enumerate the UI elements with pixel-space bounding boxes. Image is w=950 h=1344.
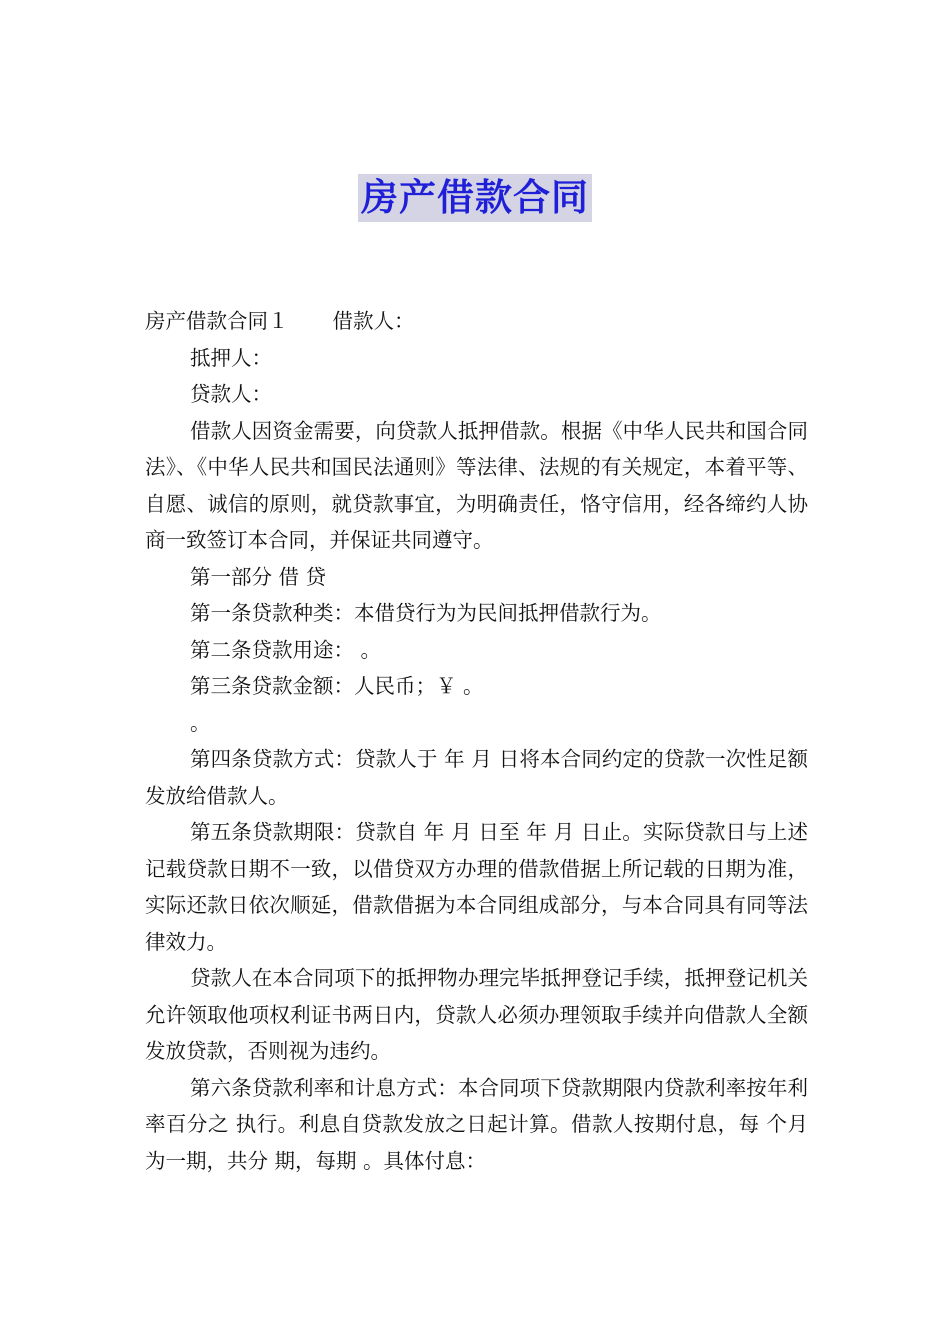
article-2-loan-purpose: 第二条贷款用途： 。: [190, 637, 382, 662]
article-4-loan-method: 第四条贷款方式：贷款人于 年 月 日将本合同约定的贷款一次性足额发放给借款人。: [145, 747, 808, 808]
preamble-paragraph: 借款人因资金需要，向贷款人抵押借款。根据《中华人民共和国合同法》、《中华人民共和国民法通则》等法律、法规的有关规定，本着平等、自愿、诚信的原则，就贷款事宜，为明确责任，恪守信用，经各缔约人协商一致签订本合同，并保证共同遵守。: [145, 418, 808, 552]
article-1-loan-type: 第一条贷款种类：本借贷行为为民间抵押借款行为。: [190, 601, 662, 625]
article-5-loan-term: 第五条贷款期限：贷款自 年 月 日至 年 月 日止。实际贷款日与上述记载贷款日期不一致，以借贷双方办理的借款借据上所记载的日期为准，实际还款日依次顺延，借款借据为本合同组成部分，与本合同具有同等法律效力。: [145, 820, 808, 954]
mortgagor-line: 抵押人：: [190, 345, 272, 370]
part-one-heading: 第一部分 借 贷: [190, 564, 327, 589]
heading-line: [145, 303, 808, 340]
amount-continuation: 。: [190, 710, 211, 735]
document-title: 房产借款合同: [358, 174, 592, 222]
mortgage-registration-paragraph: 贷款人在本合同项下的抵押物办理完毕抵押登记手续，抵押登记机关允许领取他项权利证书两日内，贷款人必须办理领取手续并向借款人全额发放贷款，否则视为违约。: [145, 966, 808, 1063]
contract-heading-label: 房产借款合同１: [145, 309, 289, 333]
article-3-loan-amount: 第三条贷款金额：人民币；￥ 。: [190, 674, 484, 698]
document-body: [145, 303, 808, 1179]
article-6-interest-rate: 第六条贷款利率和计息方式：本合同项下贷款期限内贷款利率按年利率百分之 执行。利息自贷款发放之日起计算。借款人按期付息，每 个月为一期，共分 期，每期 。具体付息：: [145, 1075, 808, 1173]
lender-line: 贷款人：: [190, 382, 272, 406]
borrower-label: 借款人：: [332, 309, 415, 333]
title-container: [0, 174, 950, 222]
